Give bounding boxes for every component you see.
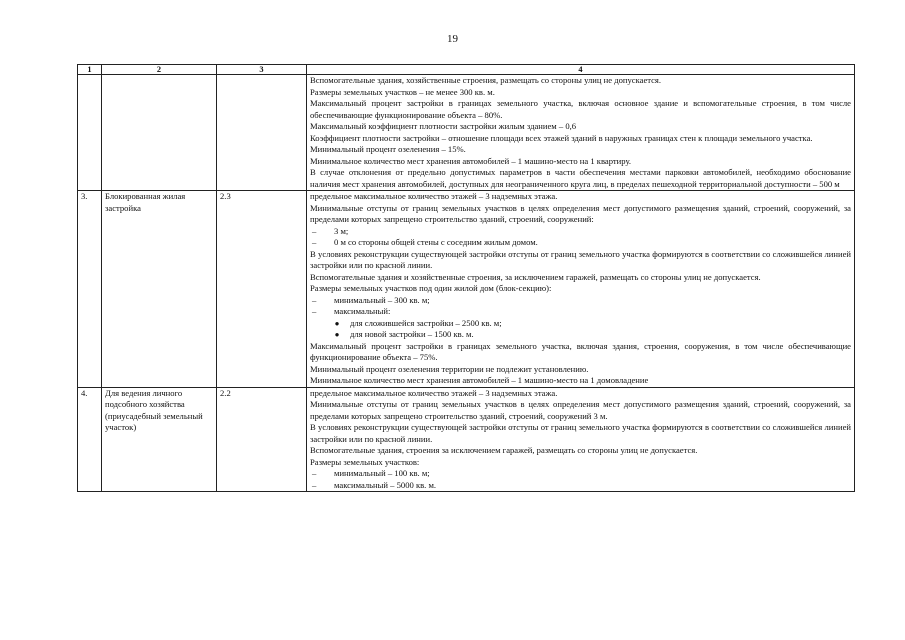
cell-empty xyxy=(102,75,217,191)
land-use-code: 2.2 xyxy=(217,387,307,492)
list-item-text: минимальный – 100 кв. м; xyxy=(334,468,430,478)
list-item-text: минимальный – 300 кв. м; xyxy=(334,294,430,305)
dash-marker: – xyxy=(312,237,317,247)
header-col-1: 1 xyxy=(78,65,102,75)
paragraph: В условиях реконструкции существующей застройки отступы от границ земельного участка формируются в соответствии со сложившейся линией застройки или по красной линии. xyxy=(310,422,851,444)
dash-list-item xyxy=(310,237,851,249)
list-item-text: максимальный: xyxy=(334,306,391,316)
header-col-3: 3 xyxy=(217,65,307,75)
paragraph: Максимальный процент застройки в границах земельного участка, включая основное здание и вспомогательные строения, в том числе обеспечивающие функционирование объекта – 80%. xyxy=(310,98,851,120)
bullet-list-item xyxy=(310,329,851,341)
paragraph: Размеры земельных участков: xyxy=(310,456,420,467)
cell-empty xyxy=(78,75,102,191)
dash-list-item xyxy=(310,295,851,307)
paragraph: Минимальные отступы от границ земельных участков в целях определения мест допустимого размещения зданий, строений, сооружений, за пределами которых запрещено строительство зданий, строений, сооружений 3 м. xyxy=(310,399,851,421)
dash-list-item xyxy=(310,480,851,492)
table-row-3 xyxy=(78,191,855,388)
paragraph: Минимальное количество мест хранения автомобилей – 1 машино-место на 1 домовладение xyxy=(310,375,649,385)
paragraph: Размеры земельных участков под один жилой дом (блок-секцию): xyxy=(310,283,552,293)
paragraph: Вспомогательные здания, хозяйственные строения, размещать со стороны улиц не допускается. xyxy=(310,75,662,85)
bullet-marker: ● xyxy=(334,330,340,339)
row-number: 3. xyxy=(78,191,102,388)
header-col-4: 4 xyxy=(307,65,855,75)
cell-parameters xyxy=(307,387,855,492)
paragraph: предельное максимальное количество этажей – 3 надземных этажа. xyxy=(310,387,558,398)
cell-parameters xyxy=(307,191,855,388)
table-row-continued xyxy=(78,75,855,191)
cell-empty xyxy=(217,75,307,191)
paragraph: Коэффициент плотности застройки – отношение площади всех этажей зданий в наружных границах стен к площади земельного участка. xyxy=(310,132,813,143)
land-use-name: Для ведения личного подсобного хозяйства (приусадебный земельный участок) xyxy=(102,387,217,492)
land-use-name: Блокированная жилая застройка xyxy=(102,191,217,388)
page-number: 19 xyxy=(447,33,458,45)
paragraph: Вспомогательные здания, строения за исключением гаражей, размещать со стороны улиц не допускается. xyxy=(310,445,698,455)
dash-marker: – xyxy=(312,306,317,316)
dash-list-item xyxy=(310,226,851,238)
paragraph: Минимальный процент озеленения – 15%. xyxy=(310,144,466,154)
dash-list-item xyxy=(310,468,851,480)
dash-marker: – xyxy=(312,294,317,305)
bullet-marker: ● xyxy=(334,318,340,328)
header-col-2: 2 xyxy=(102,65,217,75)
table-row-4 xyxy=(78,387,855,492)
paragraph: В случае отклонения от предельно допустимых параметров в части обеспечения местами парковки автомобилей, необходимо обоснование наличия мест хранения автомобилей, доступных для неограниченного круга лиц, в пределах пешеходной территориальной доступности – 500 м xyxy=(310,167,851,189)
paragraph: Минимальное количество мест хранения автомобилей – 1 машино-место на 1 квартиру. xyxy=(310,155,632,166)
dash-marker: – xyxy=(312,479,317,490)
paragraph: Максимальный коэффициент плотности застройки жилым зданием – 0,6 xyxy=(310,121,577,131)
list-item-text: 0 м со стороны общей стены с соседним жилым домом. xyxy=(334,237,538,247)
regulations-table xyxy=(77,64,855,492)
list-item-text: максимальный – 5000 кв. м. xyxy=(334,479,437,490)
dash-marker: – xyxy=(312,225,317,236)
paragraph: Минимальные отступы от границ земельных участков в целях определения мест допустимого размещения зданий, строений, сооружений, за пределами которых запрещено строительство зданий, строений, сооружений: xyxy=(310,202,851,224)
list-item-text: для сложившейся застройки – 2500 кв. м; xyxy=(350,317,502,328)
list-item-text: для новой застройки – 1500 кв. м. xyxy=(350,329,474,339)
land-use-code: 2.3 xyxy=(217,191,307,388)
row-number: 4. xyxy=(78,387,102,492)
paragraph: предельное максимальное количество этажей – 3 надземных этажа. xyxy=(310,191,558,201)
paragraph: Вспомогательные здания и хозяйственные строения, за исключением гаражей, размещать со стороны улиц не допускается. xyxy=(310,271,761,282)
list-item-text: 3 м; xyxy=(334,225,349,236)
dash-marker: – xyxy=(312,468,317,478)
cell-parameters xyxy=(307,75,855,191)
paragraph: Максимальный процент застройки в границах земельного участка, включая здания, строения, сооружения, в том числе обеспечивающие функционирование объекта – 75%. xyxy=(310,340,851,362)
paragraph: Минимальный процент озеленения территории не подлежит установлению. xyxy=(310,363,589,374)
paragraph: В условиях реконструкции существующей застройки отступы от границ земельного участка формируются в соответствии со сложившейся линией застройки или по красной линии. xyxy=(310,248,851,270)
paragraph: Размеры земельных участков – не менее 300 кв. м. xyxy=(310,86,495,97)
bullet-list-item xyxy=(310,318,851,330)
table-header-row xyxy=(78,65,855,75)
dash-list-item xyxy=(310,306,851,318)
